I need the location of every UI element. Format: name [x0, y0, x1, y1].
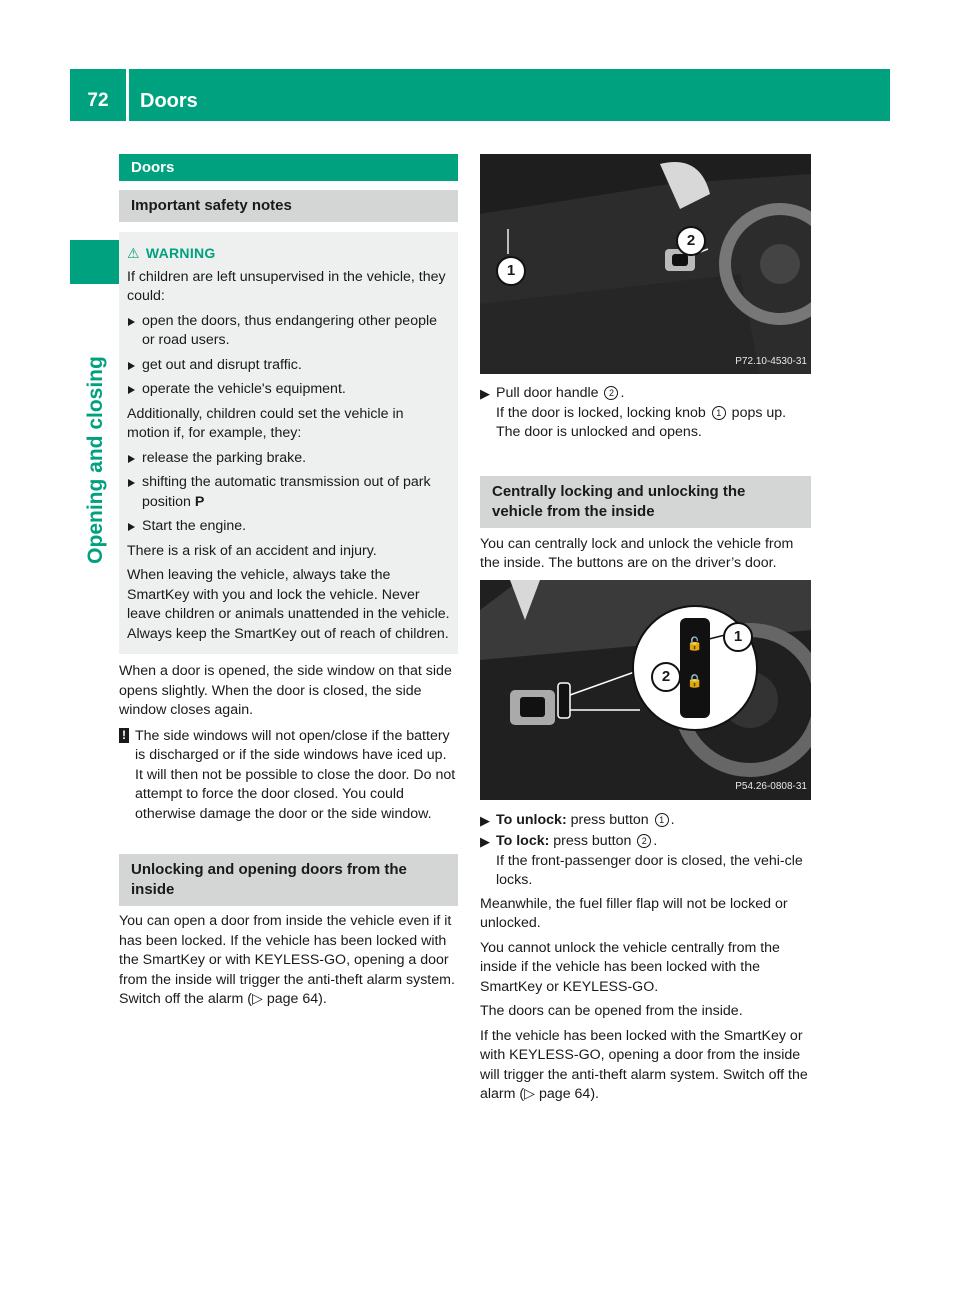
list-item: get out and disrupt traffic. — [127, 356, 450, 376]
page-number: 72 — [87, 90, 109, 111]
warning-advice: When leaving the vehicle, always take the SmartKey with you and lock the vehicle. Never leave children or animals unattended in the vehicle. Always keep the SmartKey out of reach of children. — [127, 567, 450, 642]
unlock-paragraph: You can open a door from inside the vehicle even if it has been locked. If the vehicle has been locked with the SmartKey or with KEYLESS-GO, opening a door from the inside will trigger the anti-theft alarm system. Switch off the alarm (▷ page 64). — [119, 913, 455, 1007]
step-arrow-icon: ▶ — [480, 386, 490, 401]
exclamation-icon: ! — [119, 728, 129, 743]
left-column — [119, 154, 458, 1015]
callout-1: 1 — [496, 256, 526, 286]
warning-box — [119, 232, 458, 654]
header-divider — [126, 69, 129, 121]
warning-middle: Additionally, children could set the vehicle in motion if, for example, they: — [127, 405, 404, 441]
right-column — [480, 154, 811, 1110]
side-tab-label: Opening and closing — [84, 356, 107, 564]
fuel-flap-paragraph: Meanwhile, the fuel filler flap will not be locked or unlocked. — [480, 895, 788, 931]
cannot-unlock-paragraph: You cannot unlock the vehicle centrally from the inside if the vehicle has been locked with the SmartKey or KEYLESS-GO. — [480, 939, 780, 995]
door-handle-figure — [480, 154, 811, 374]
central-locking-figure — [480, 580, 811, 800]
section-title: Doors — [119, 154, 458, 181]
header-title: Doors — [140, 90, 198, 112]
central-section-title: Centrally locking and unlocking the vehicle from the inside — [480, 476, 811, 528]
callout-2: 2 — [651, 662, 681, 692]
list-item: Start the engine. — [127, 517, 450, 537]
window-paragraph: When a door is opened, the side window on that side opens slightly. When the door is closed, the side window closes again. — [119, 663, 452, 718]
svg-text:🔒: 🔒 — [686, 672, 704, 688]
step-pull-handle: ▶ Pull door handle 2 . If the door is locked, locking knob 1 pops up. The door is unlocked and opens. — [480, 385, 787, 440]
callout-2: 2 — [676, 226, 706, 256]
list-item: operate the vehicle's equipment. — [127, 380, 450, 400]
central-locking-illustration — [480, 580, 811, 800]
page-ref-icon: ▷ — [252, 991, 263, 1007]
figure-code: P72.10-4530-31 — [735, 355, 807, 367]
central-paragraph: You can centrally lock and unlock the vehicle from the inside. The buttons are on the driver’s door. — [480, 535, 794, 571]
step-arrow-icon: ▶ — [480, 834, 490, 849]
svg-text:🔓: 🔓 — [686, 635, 704, 651]
callout-1: 1 — [723, 622, 753, 652]
alarm-paragraph: If the vehicle has been locked with the SmartKey or with KEYLESS-GO, opening a door from the inside will trigger the anti-theft alarm system. Switch off the alarm (▷ page 64). — [480, 1027, 808, 1102]
list-item: release the parking brake. — [127, 449, 450, 469]
step-unlock: ▶ To unlock: press button 1 . — [480, 811, 811, 831]
door-handle-illustration — [480, 154, 811, 374]
warning-title: ⚠ WARNING — [127, 245, 216, 261]
doors-open-paragraph: The doors can be opened from the inside. — [480, 1003, 743, 1019]
warning-intro: If children are left unsupervised in the vehicle, they could: — [127, 268, 446, 304]
list-item: shifting the automatic transmission out of park position P — [127, 473, 450, 512]
list-item: open the doors, thus endangering other people or road users. — [127, 312, 450, 351]
subsection-title: Important safety notes — [119, 190, 458, 222]
warning-risk: There is a risk of an accident and injury. — [127, 542, 377, 559]
figure-code: P54.26-0808-31 — [735, 781, 807, 792]
step-arrow-icon: ▶ — [480, 812, 490, 828]
step-lock: ▶ To lock: press button 2 . If the front-passenger door is closed, the vehi-cle locks. — [480, 833, 803, 888]
unlock-section-title: Unlocking and opening doors from the inside — [119, 854, 458, 906]
page-ref-icon: ▷ — [524, 1086, 536, 1102]
note: ! The side windows will not open/close if the battery is discharged or if the side windows have iced up. It will then not be possible to close the door. Do not attempt to force the door closed. You could otherwise damage the door or the side window. — [119, 727, 458, 825]
warning-icon: ⚠ — [127, 245, 140, 261]
side-tab-marker — [70, 240, 122, 284]
